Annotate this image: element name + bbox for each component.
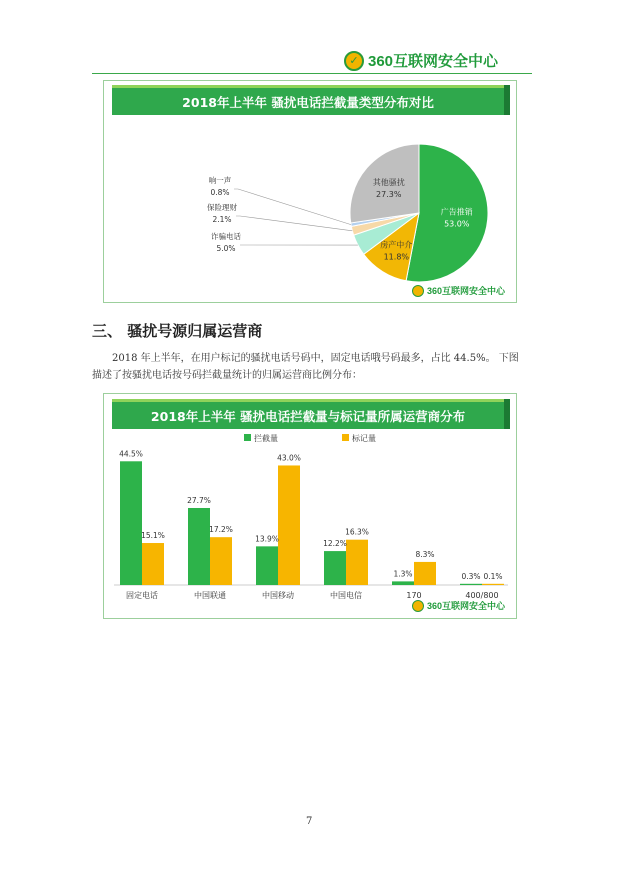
legend-swatch-0 [244,434,251,441]
bar-value-label-1-3: 16.3% [345,527,369,537]
section-paragraph: 2018 年上半年，在用户标记的骚扰电话号码中，固定电话哦号码最多，占比 44.5%。 下图描述了按骚扰电话按号码拦截量统计的归属运营商比例分布： [92,353,519,381]
pie-label-4: 响一声 [208,176,232,185]
pie-chart [104,81,516,302]
bar-value-label-0-3: 12.2% [323,539,347,549]
pie-leader-4 [234,189,351,225]
page-number: 7 [306,816,313,827]
bar-1-2 [278,465,300,585]
bar-0-0 [120,461,142,585]
pie-label-2: 诈骗电话 [211,232,241,241]
360-logo-icon [412,600,424,612]
bar-watermark: 360互联网安全中心 [412,599,505,612]
bar-value-label-1-0: 15.1% [141,531,165,541]
bar-figure-panel [103,393,517,619]
section-heading: 三、 骚扰号源归属运营商 [92,322,263,340]
bar-value-label-1-2: 43.0% [277,453,301,463]
bar-0-4 [392,581,414,585]
pie-label-0: 广告推销 [440,207,473,217]
bar-chart [104,394,516,618]
legend-swatch-1 [342,434,349,441]
category-label-1: 中国联通 [194,591,226,600]
category-label-5: 400/800 [465,591,499,600]
pie-label-3: 保险理财 [207,203,237,212]
bar-0-5 [460,584,482,585]
bar-1-1 [210,537,232,585]
pie-label-1: 房产中介 [380,240,413,250]
bar-value-label-0-0: 44.5% [119,449,143,459]
bar-1-4 [414,562,436,585]
legend-label-1: 标记量 [352,434,376,443]
bar-0-3 [324,551,346,585]
bar-0-2 [256,546,278,585]
bar-value-label-0-2: 13.9% [255,534,279,544]
pie-watermark: 360互联网安全中心 [412,284,505,297]
bar-0-1 [188,508,210,585]
bar-value-label-0-4: 1.3% [393,569,413,579]
bar-value-label-1-5: 0.1% [483,571,503,581]
pie-value-label-4: 0.8% [210,188,230,197]
bar-value-label-0-1: 27.7% [187,495,211,505]
pie-leader-3 [236,216,352,231]
header-logo [344,50,498,71]
pie-value-label-1: 11.8% [383,252,410,262]
360-logo-icon [412,285,424,297]
bar-value-label-1-1: 17.2% [209,525,233,535]
legend-label-0: 拦截量 [254,434,278,443]
category-label-3: 中国电信 [330,591,362,600]
pie-label-5: 其他骚扰 [372,177,405,187]
pie-chart-title: 2018年上半年 骚扰电话拦截量类型分布对比 [112,85,504,115]
category-label-0: 固定电话 [126,591,158,600]
category-label-4: 170 [406,591,422,600]
pie-value-label-5: 27.3% [376,189,402,199]
pie-value-label-3: 2.1% [212,215,232,224]
header-brand: 360互联网安全中心 [368,53,499,70]
bar-1-3 [346,540,368,585]
pie-figure-panel [103,80,517,303]
bar-1-0 [142,543,164,585]
pie-value-label-2: 5.0% [216,244,236,253]
bar-value-label-1-4: 8.3% [415,549,435,559]
bar-1-5 [482,584,504,585]
bar-chart-title: 2018年上半年 骚扰电话拦截量与标记量所属运营商分布 [112,399,504,429]
pie-value-label-0: 53.0% [444,219,470,229]
bar-value-label-0-5: 0.3% [461,571,481,581]
360-logo-icon: ✓ [344,51,364,71]
category-label-2: 中国移动 [262,591,294,600]
header-rule [92,73,532,74]
